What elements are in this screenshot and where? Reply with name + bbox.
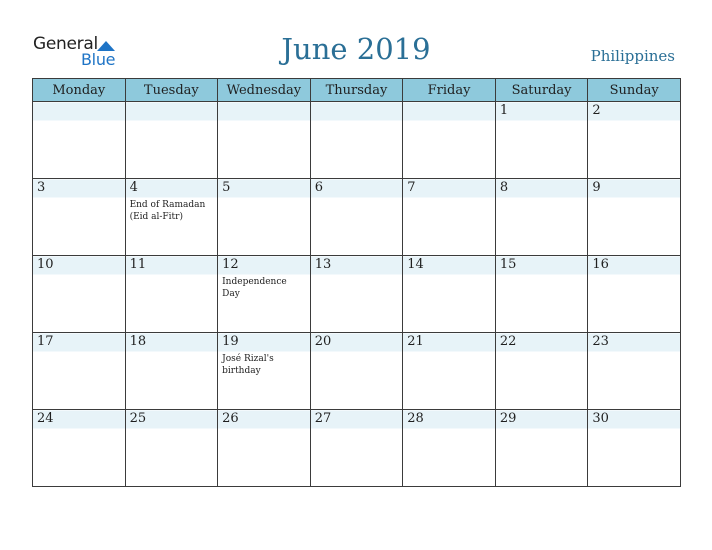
day-number: 18	[129, 334, 147, 349]
weekday-header: Friday	[403, 79, 496, 102]
page-title: June 2019	[281, 32, 431, 66]
day-cell	[495, 179, 588, 256]
day-cell	[218, 333, 311, 410]
day-number	[33, 102, 125, 120]
weekday-header: Wednesday	[218, 79, 311, 102]
day-cell	[495, 410, 588, 487]
country-label: Philippines	[590, 47, 675, 65]
calendar-grid	[32, 78, 681, 487]
week-row	[33, 333, 681, 410]
day-number: 26	[222, 411, 239, 426]
week-row	[33, 179, 681, 256]
day-cell	[495, 102, 588, 179]
day-number: 17	[37, 334, 54, 349]
day-cell	[588, 333, 681, 410]
day-cell	[403, 333, 496, 410]
day-number: 21	[407, 334, 424, 349]
day-cell	[588, 179, 681, 256]
day-cell	[218, 410, 311, 487]
day-number: 11	[129, 257, 147, 272]
day-number: 24	[37, 411, 54, 426]
day-number: 7	[407, 180, 416, 195]
day-cell	[403, 179, 496, 256]
day-cell	[125, 179, 218, 256]
weekday-header: Monday	[33, 79, 126, 102]
day-number: 10	[37, 257, 54, 272]
day-number: 15	[499, 257, 517, 272]
day-cell	[403, 102, 496, 179]
day-number: 19	[222, 334, 239, 349]
logo-blue-text: Blue	[81, 50, 116, 69]
day-number: 30	[592, 411, 609, 426]
day-cell	[403, 256, 496, 333]
day-cell	[588, 102, 681, 179]
day-number: 8	[499, 180, 509, 195]
day-number: 2	[592, 103, 601, 118]
day-cell	[310, 256, 403, 333]
day-cell	[588, 410, 681, 487]
day-number: 20	[314, 334, 332, 349]
week-row	[33, 256, 681, 333]
day-cell	[33, 333, 126, 410]
day-cell	[310, 333, 403, 410]
day-number	[218, 102, 310, 120]
day-number: 4	[129, 180, 138, 195]
day-cell	[218, 102, 311, 179]
day-cell	[495, 333, 588, 410]
week-row	[33, 102, 681, 179]
day-number: 16	[592, 257, 609, 272]
day-cell	[218, 179, 311, 256]
day-number: 22	[499, 334, 517, 349]
day-cell	[125, 102, 218, 179]
day-cell	[125, 410, 218, 487]
day-cell	[310, 410, 403, 487]
weekday-header: Tuesday	[125, 79, 218, 102]
day-number: 27	[314, 411, 332, 426]
day-cell	[33, 410, 126, 487]
day-cell	[125, 333, 218, 410]
day-number	[311, 102, 403, 120]
day-number: 12	[222, 257, 239, 272]
day-cell	[310, 179, 403, 256]
day-number	[126, 102, 218, 120]
day-cell	[33, 179, 126, 256]
logo-general-text: General	[33, 34, 98, 54]
weekday-header: Sunday	[588, 79, 681, 102]
day-number: 23	[592, 334, 609, 349]
day-number	[403, 102, 495, 120]
weekday-header: Saturday	[495, 79, 588, 102]
day-number: 29	[499, 411, 517, 426]
day-number: 6	[314, 180, 323, 195]
weekday-header-row	[33, 79, 681, 102]
day-number: 1	[499, 103, 509, 118]
holiday-label: José Rizal's birthday	[222, 354, 274, 376]
day-cell	[403, 410, 496, 487]
day-cell	[125, 256, 218, 333]
day-cell	[33, 256, 126, 333]
day-cell	[310, 102, 403, 179]
holiday-label: Independence Day	[222, 277, 287, 299]
day-number: 3	[37, 180, 46, 195]
holiday-label: End of Ramadan (Eid al-Fitr)	[129, 200, 206, 222]
day-number: 14	[407, 257, 424, 272]
day-number: 9	[592, 180, 601, 195]
week-row	[33, 410, 681, 487]
day-cell	[495, 256, 588, 333]
day-number: 28	[407, 411, 424, 426]
day-cell	[218, 256, 311, 333]
weekday-header: Thursday	[310, 79, 403, 102]
day-cell	[33, 102, 126, 179]
day-number: 5	[222, 180, 231, 195]
day-number: 13	[314, 257, 332, 272]
day-cell	[588, 256, 681, 333]
day-number: 25	[129, 411, 147, 426]
